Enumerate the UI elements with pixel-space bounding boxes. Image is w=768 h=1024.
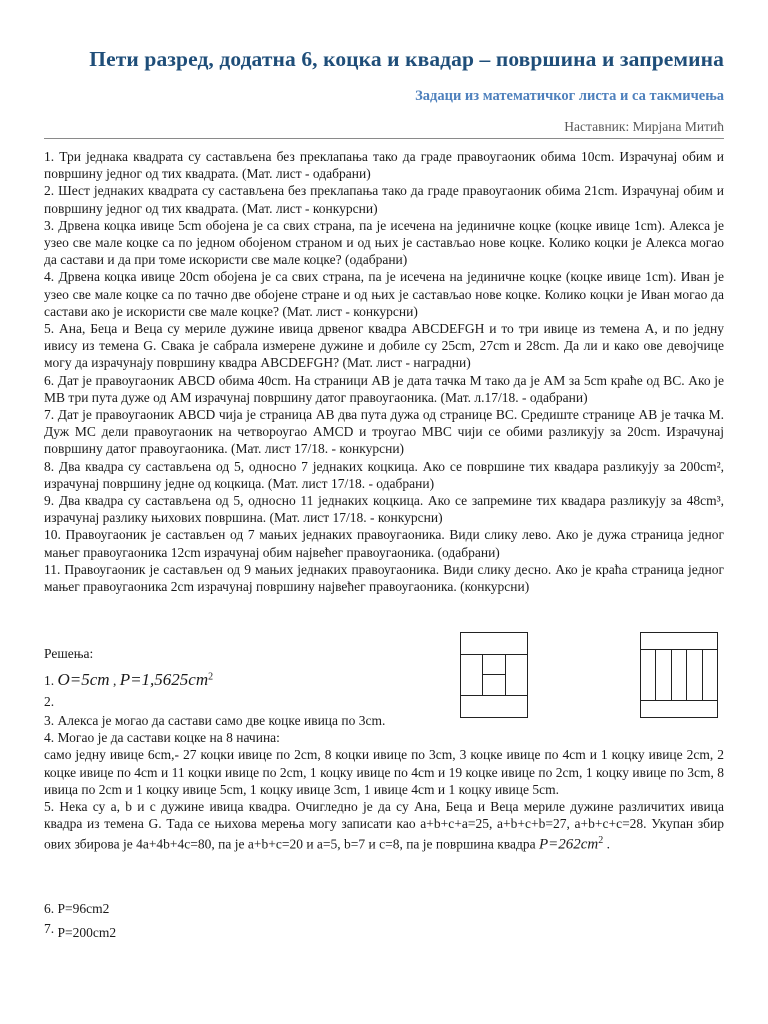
teacher-name: Наставник: Мирјана Митић: [564, 119, 724, 134]
solution-7: [44, 921, 116, 941]
figure-cell: [460, 654, 483, 696]
solution-4-intro: 4. Могао је да састави коцке на 8 начина:: [44, 730, 280, 746]
task-item: 6. Дат је правоугаоник ABCD обима 40cm. На страници AB је дата тачка M тако да је AM за 5cm краће од BC. Ако је MB три пута дуже од AM израчунај површину датог правоугаоника. (Мат. л.17/18. - одабрани): [44, 372, 724, 405]
task-item: 3. Дрвена коцка ивице 5cm обојена је са свих страна, па је исечена на јединичне коцке (коцке ивице 1cm). Алекса је узео све мале коцке са по једном обојеном страном и од њих је састављао нове коцке. Колико коцки је Алекса могао да састави и да при томе искористи све мале коцке? (одабрани): [44, 217, 724, 268]
area-formula: P=1,5625cm: [119, 670, 209, 689]
solution-1: [44, 670, 213, 690]
solutions-text: [44, 712, 724, 854]
solution-3: 3. Алекса је могао да састави само две коцке ивица по 3cm.: [44, 713, 386, 728]
figure-seven-rectangles: [460, 632, 528, 718]
task-item: 11. Правоугаоник је састављен од 9 мањих једнаких правоугаоника. Види слику десно. Ако је краћа страница једног мањег правоугаоника 2cm израчунај површину највећег правоугаоника. (конкурсни): [44, 561, 724, 595]
task-item: 2. Шест једнаких квадрата су састављена без преклапања тако да граде правоугаоник обима 21cm. Израчунај обим и површину једног од тих квадрата. (Мат. лист - конкурсни): [44, 183, 724, 216]
figure-cell: [482, 654, 506, 675]
solution-number: 7.: [44, 921, 55, 936]
figure-cell: [505, 654, 528, 696]
task-item: 1. Три једнака квадрата су састављена без преклапања тако да граде правоугаоник обима 10cm. Израчунај обим и површину једног од тих квадрата. (Мат. лист - одабрани): [44, 149, 724, 182]
formula-separator: ,: [112, 673, 117, 688]
task-item: 4. Дрвена коцка ивице 20cm обојена је са свих страна, па је исечена на јединичне коцке (коцке ивице 1cm). Иван је узео све мале коцке са по тачно две обојене стране и од њих је састављао нове коцке. Колико коцки је Иван могао да састави ако је искористи све мале коцке? (Мат. лист - конкурсни): [44, 269, 724, 319]
figure-cell: [640, 649, 656, 701]
solution-5: [44, 798, 724, 854]
figure-nine-rectangles: [640, 632, 718, 718]
figure-cell: [686, 649, 703, 701]
solution-number: 1.: [44, 673, 55, 688]
solution-5-text: 5. Нека су a, b и c дужине ивица квадра. Очигледно је да су Ана, Беца и Веца мериле дужине различитих ивица квадра из темена G. Тада се њихова мерења могу записати као a+b+c+a=25, a+b+c+b=27, a+b+c+c=28. Укупан збир ових збирова је 4a+4b+4c=80, па је a+b+c=20 и a=5, b=7 и c=8, па је површина квадра: [44, 799, 724, 852]
page-title: Пети разред, додатна 6, коцка и квадар – површина и запремина: [89, 47, 724, 71]
task-item: 9. Два квадра су састављена од 5, односно 11 једнаких коцкица. Ако се запремине тих квадара разликују за 48cm³, израчунај разлику њихових површина. (Мат. лист 17/18. - конкурсни): [44, 493, 724, 526]
task-item: 7. Дат је правоугаоник ABCD чија је страница AB два пута дужа од странице BC. Средиште странице AB је тачка M. Дуж MC дели правоугаоник на четвороугао AMCD и троугао MBC чији се обими разликују за 20cm. Израчунај површину датог правоугаоника. (Мат. лист 17/18. - конкурсни): [44, 407, 724, 457]
exponent: 2: [598, 835, 604, 847]
solution-6: 6. P=96cm2: [44, 901, 110, 916]
solution-4-body: само једну ивице 6cm,- 27 коцки ивице по 2cm, 8 коцки ивице по 3cm, 3 коцке ивице по 4cm и 1 коцку ивице 2cm, 2 коцке ивице по 4cm и 11 коцки ивице по 2cm, 1 коцку ивице по 4cm и 19 коцке ивице по 2cm, 1 коцку ивице по 3cm, 8 ивица по 2cm и 1 коцку ивице 5cm, 1 коцку ивице 3cm, 1 ивице 4cm и 1 коцку ивице 5cm.: [44, 747, 724, 797]
perimeter-formula: O=5cm: [57, 670, 110, 689]
task-list: [44, 148, 724, 595]
figure-cell: [702, 649, 718, 701]
task-item: 5. Ана, Беца и Веца су мериле дужине ивица дрвеног квадра ABCDEFGH и то три ивице из темена A, и по једну ивису из темена G. Свака је сабрала измерене дужине и добиле су 25cm, 27cm и 28cm. Да ли и како ове девојчице могу да израчунају површину квадра ABCDEFGH? (Мат. лист - наградни): [44, 321, 724, 371]
figure-cell: [460, 632, 528, 655]
figure-cell: [655, 649, 672, 701]
task-item: 8. Два квадра су састављена од 5, односно 7 једнаких коцкица. Ако се површине тих квадара разликују за 200cm², израчунај површину једне од коцкица. (Мат. лист 17/18. - одабрани): [44, 458, 724, 491]
surface-formula: P=262cm: [538, 836, 599, 853]
figure-cell: [482, 674, 506, 696]
exponent: 2: [208, 671, 214, 683]
page-subtitle: Задаци из математичког листа и са такмичења: [415, 88, 724, 104]
solution-7-value: P=200cm2: [57, 925, 117, 940]
solution-2: 2.: [44, 694, 55, 709]
figure-cell: [640, 632, 718, 650]
task-item: 10. Правоугаоник је састављен од 7 мањих једнаких правоугаоника. Види слику лево. Ако је дужа страница једног мањег правоугаоника 12cm израчунај обим највећег правоугаоника. (одабрани): [44, 527, 724, 560]
period: .: [606, 836, 610, 852]
figure-cell: [671, 649, 687, 701]
header-divider: [44, 138, 724, 139]
solutions-heading: Решења:: [44, 646, 94, 661]
